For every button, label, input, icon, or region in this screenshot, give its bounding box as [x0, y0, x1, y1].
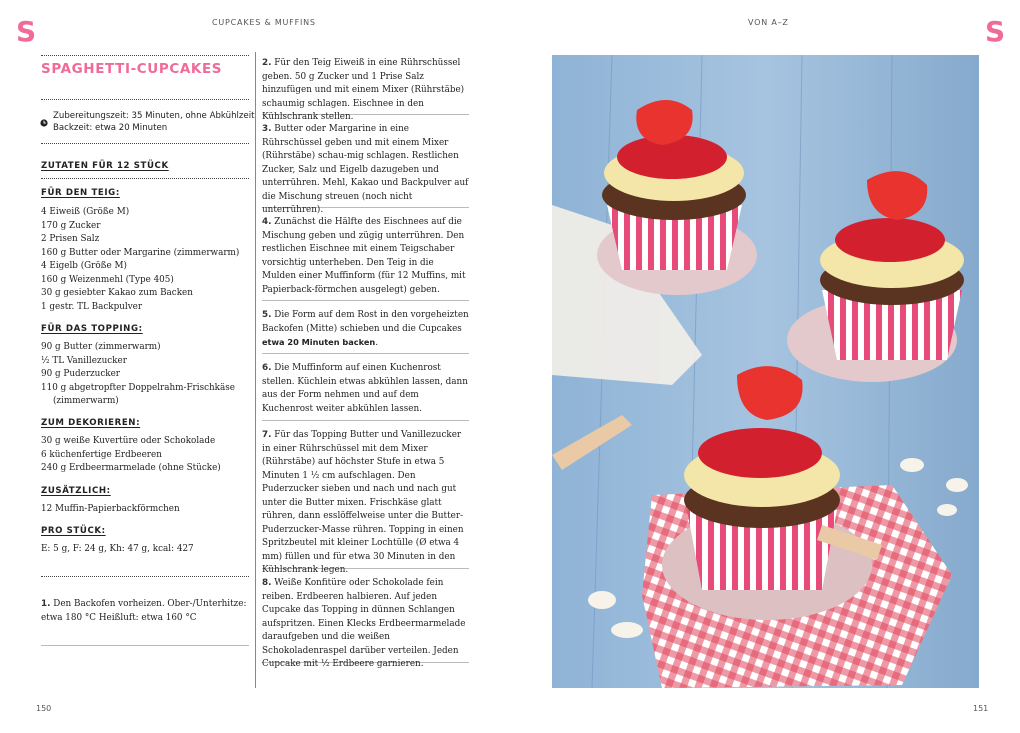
divider — [262, 300, 469, 301]
time-info — [53, 110, 254, 134]
list-item: 90 g Butter (zimmerwarm) — [41, 342, 161, 352]
step-number: 6. — [262, 363, 272, 373]
list-item: 1 gestr. TL Backpulver — [41, 301, 143, 312]
running-header-right: VON A–Z — [748, 18, 789, 27]
step-text: Weiße Konfitüre oder Schokolade fein reiben. Erdbeeren halbieren. Auf jeden Cupcake das Topping in dünnen Schlangen aufspritzen. Einen Klecks Erdbeermarmelade daraufgeben und die weißen Schokoladenraspel darüber verteilen. Jeden Cupcake mit ½ Erdbeere garnieren. — [262, 578, 466, 669]
step-text: Die Form auf dem Rost in den vorgeheizten Backofen (Mitte) schieben und die Cupcakes — [262, 310, 469, 334]
step-number: 1. — [41, 599, 51, 609]
step-text: Butter oder Margarine in eine Rührschüssel geben und mit einem Mixer (Rührstäbe) schau-mig schlagen. Restlichen Zucker, Salz und Eigelb dazugeben und unterrühren. Mehl, Kakao und Backpulver auf die Mischung streuen (noch nicht unterrühren). — [262, 124, 469, 215]
step-7 — [262, 429, 469, 575]
list-item: 170 g Zucker — [41, 220, 101, 231]
page-number-right: 151 — [973, 704, 989, 713]
divider — [41, 645, 249, 646]
list-item: 4 Eiweiß (Größe M) — [41, 207, 130, 217]
list-item: 6 küchenfertige Erdbeeren — [41, 449, 162, 460]
step-number: 4. — [262, 217, 272, 227]
list-item: 160 g Weizenmehl (Type 405) — [41, 274, 174, 285]
step-number: 7. — [262, 430, 272, 440]
list-item: 30 g gesiebter Kakao zum Backen — [41, 288, 193, 298]
dough-list — [41, 206, 255, 314]
step-emphasis: etwa 20 Minuten backen — [262, 337, 376, 347]
step-3 — [262, 123, 469, 215]
divider — [262, 353, 469, 354]
divider — [41, 143, 249, 144]
list-item: 160 g Butter oder Margarine (zimmerwarm) — [41, 247, 240, 258]
divider — [41, 55, 249, 56]
cupcake-photo — [552, 55, 979, 688]
list-item: 4 Eigelb (Größe M) — [41, 261, 127, 271]
topping-heading: FÜR DAS TOPPING: — [41, 324, 143, 334]
divider — [262, 420, 469, 421]
recipe-title: SPAGHETTI-CUPCAKES — [41, 61, 223, 77]
page-number-left: 150 — [36, 704, 52, 713]
list-item: 90 g Puderzucker — [41, 369, 121, 379]
prep-time: Zubereitungszeit: 35 Minuten, ohne Abkühlzeit — [53, 111, 255, 121]
step-text: Für das Topping Butter und Vanillezucker in einer Rührschüssel mit dem Mixer (Rührstäbe) auf höchster Stufe in etwa 5 Minuten 1 ½ cm aufschlagen. Den Puderzucker sieben und nach und nach gut unter die Butter mixen. Frischkäse glatt rühren, dann esslöffelweise unter die Butter-Puderzucker-Masse rühren. Topping in einen Spritzbeutel mit kleiner Lochtülle (Ø etwa 4 mm) füllen und für etwa 30 Minuten in den Kühlschrank legen. — [262, 430, 464, 575]
list-item: 240 g Erdbeermarmelade (ohne Stücke) — [41, 463, 221, 473]
running-header-left: CUPCAKES & MUFFINS — [212, 18, 316, 27]
list-item: 12 Muffin-Papierbackförmchen — [41, 504, 180, 514]
step-5 — [262, 309, 469, 350]
per-piece-heading: PRO STÜCK: — [41, 526, 106, 536]
section-letter-right: S — [985, 15, 1006, 48]
extra-heading: ZUSÄTZLICH: — [41, 486, 111, 496]
decor-heading: ZUM DEKORIEREN: — [41, 418, 141, 428]
step-6 — [262, 362, 469, 417]
extra-list — [41, 503, 255, 517]
step-2 — [262, 57, 469, 122]
step-text: Zunächst die Hälfte des Eischnees auf die Mischung geben und zügig unterrühren. Den restlichen Eischnee mit einem Teigschaber vorsichtig unterheben. Den Teig in die Mulden einer Muffinform (für 12 Muffins, mit Papierback-förmchen ausgelegt) geben. — [262, 217, 466, 295]
step-number: 2. — [262, 58, 272, 68]
list-item: 110 g abgetropfter Doppelrahm-Frischkäse (zimmerwarm) — [41, 382, 235, 406]
step-1 — [41, 598, 253, 625]
step-8 — [262, 577, 469, 669]
bake-time: Backzeit: etwa 20 Minuten — [53, 123, 168, 133]
step-text-end: . — [375, 338, 379, 348]
divider — [41, 576, 249, 577]
column-rule — [255, 52, 256, 688]
clock-icon — [40, 112, 48, 131]
step-number: 3. — [262, 124, 272, 134]
divider — [41, 99, 249, 100]
divider — [41, 178, 249, 179]
dough-heading: FÜR DEN TEIG: — [41, 188, 120, 198]
step-4 — [262, 216, 469, 297]
step-text: Für den Teig Eiweiß in eine Rührschüssel geben. 50 g Zucker und 1 Prise Salz hinzufügen und mit einem Mixer (Rührstäbe) schaumig schlagen. Eischnee in den Kühlschrank stellen. — [262, 58, 465, 122]
list-item: 30 g weiße Kuvertüre oder Schokolade — [41, 436, 216, 446]
topping-list — [41, 341, 255, 409]
step-text: Den Backofen vorheizen. Ober-/Unterhitze: etwa 180 °C Heißluft: etwa 160 °C — [41, 599, 247, 623]
nutrition-values: E: 5 g, F: 24 g, Kh: 47 g, kcal: 427 — [41, 544, 194, 554]
step-number: 8. — [262, 578, 272, 588]
list-item: 2 Prisen Salz — [41, 234, 100, 244]
ingredients-heading: ZUTATEN FÜR 12 STÜCK — [41, 161, 169, 171]
section-letter-left: S — [16, 15, 37, 48]
list-item: ½ TL Vanillezucker — [41, 355, 127, 366]
step-text: Die Muffinform auf einen Kuchenrost stellen. Küchlein etwas abkühlen lassen, dann aus der Form nehmen und auf dem Kuchenrost weiter abkühlen lassen. — [262, 363, 468, 414]
steps-column — [262, 57, 469, 669]
decor-list — [41, 435, 255, 476]
step-number: 5. — [262, 310, 272, 320]
